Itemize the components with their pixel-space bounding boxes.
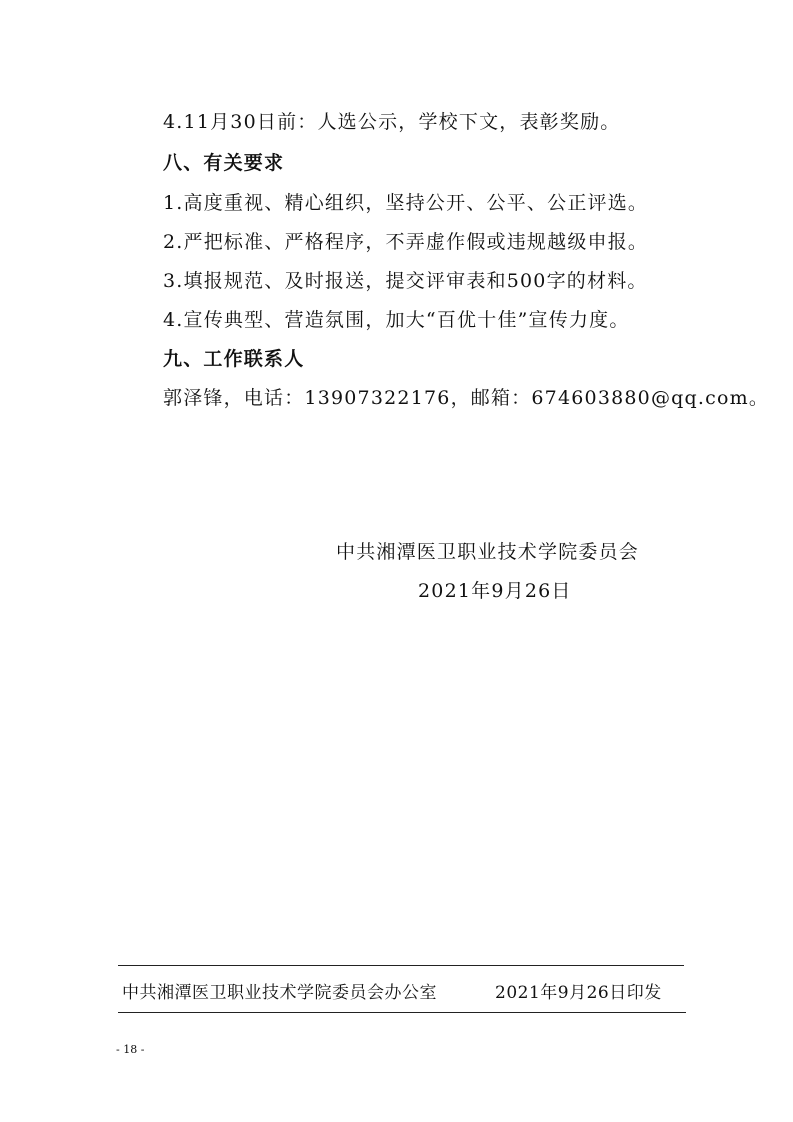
footer-issuer: 中共湘潭医卫职业技术学院委员会办公室	[122, 983, 437, 1003]
requirement-item-1: 1.高度重视、精心组织，坚持公开、公平、公正评选。	[163, 192, 649, 214]
page-number: - 18 -	[116, 1043, 145, 1056]
signature-date: 2021年9月26日	[418, 580, 572, 602]
section-heading-requirements: 八、有关要求	[163, 152, 285, 174]
requirement-item-2: 2.严把标准、严格程序，不弄虚作假或违规越级申报。	[163, 231, 649, 253]
footer-issue-date: 2021年9月26日印发	[495, 983, 662, 1003]
footer-top-rule	[118, 965, 684, 966]
schedule-item-4: 4.11月30日前：人选公示，学校下文，表彰奖励。	[163, 111, 621, 133]
signature-org: 中共湘潭医卫职业技术学院委员会	[336, 541, 640, 563]
section-heading-contact: 九、工作联系人	[163, 348, 305, 370]
contact-line: 郭泽锋，电话：13907322176，邮箱：674603880@qq.com。	[163, 387, 770, 409]
requirement-item-4: 4.宣传典型、营造氛围，加大“百优十佳”宣传力度。	[163, 309, 630, 331]
requirement-item-3: 3.填报规范、及时报送，提交评审表和500字的材料。	[163, 270, 648, 292]
footer-bottom-rule	[118, 1012, 686, 1013]
